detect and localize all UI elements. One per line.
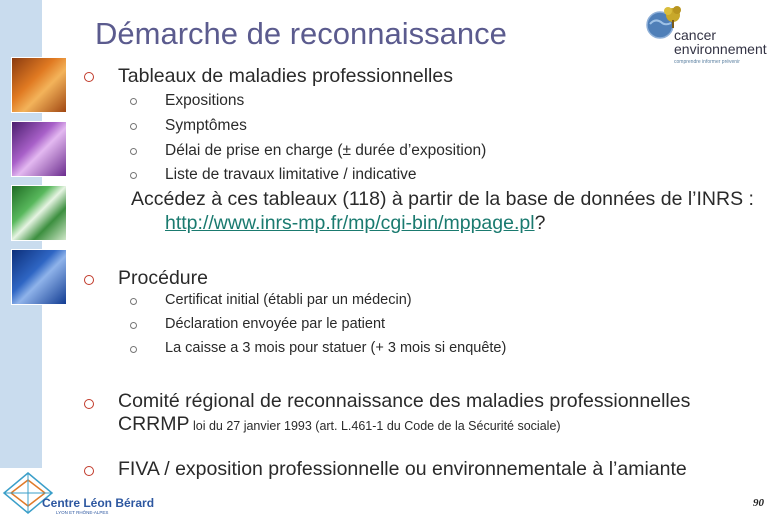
sub-bullet-icon [130, 298, 137, 305]
bullet-icon [84, 275, 94, 285]
green-photo-thumbnail [11, 185, 67, 241]
sub-bullet-icon [130, 98, 137, 105]
cancer-environnement-logo: cancer environnement comprendre informer prévenir [643, 2, 773, 68]
bullet-icon [84, 72, 94, 82]
purple-photo-thumbnail [11, 121, 67, 177]
list-item: La caisse a 3 mois pour statuer (+ 3 mois si enquête) [165, 340, 507, 356]
list-item: Délai de prise en charge (± durée d’exposition) [165, 142, 487, 159]
sub-bullet-icon [130, 172, 137, 179]
list-item: Liste de travaux limitative / indicative [165, 166, 417, 183]
sub-bullet-icon [130, 123, 137, 130]
inrs-note: Accédez à ces tableaux (118) à partir de la base de données de l’INRS : [131, 188, 754, 210]
section-heading-crrmp: Comité régional de reconnaissance des maladies professionnelles [118, 390, 691, 412]
list-item: Déclaration envoyée par le patient [165, 316, 386, 332]
bullet-icon [84, 399, 94, 409]
list-item: Certificat initial (établi par un médecin) [165, 292, 412, 308]
sub-bullet-icon [130, 322, 137, 329]
sub-bullet-icon [130, 148, 137, 155]
blue-photo-thumbnail [11, 249, 67, 305]
inrs-link[interactable]: http://www.inrs-mp.fr/mp/cgi-bin/mppage.pl [165, 212, 535, 234]
section-heading-fiva: FIVA / exposition professionnelle ou environnementale à l’amiante [118, 458, 687, 480]
inrs-link-line: http://www.inrs-mp.fr/mp/cgi-bin/mppage.pl? [165, 212, 546, 234]
section-heading-procedure: Procédure [118, 267, 208, 289]
sub-bullet-icon [130, 346, 137, 353]
section-heading-tableaux: Tableaux de maladies professionnelles [118, 65, 453, 87]
list-item: Symptômes [165, 117, 247, 134]
orange-photo-thumbnail [11, 57, 67, 113]
crrmp-detail: CRRMP loi du 27 janvier 1993 (art. L.461-1 du Code de la Sécurité sociale) [118, 413, 561, 435]
centre-leon-berard-logo: Centre Léon Bérard LYON ET RHÔNE-ALPES [0, 470, 150, 517]
slide-title: Démarche de reconnaissance [95, 16, 507, 51]
list-item: Expositions [165, 92, 245, 109]
page-number: 90 [753, 497, 764, 509]
